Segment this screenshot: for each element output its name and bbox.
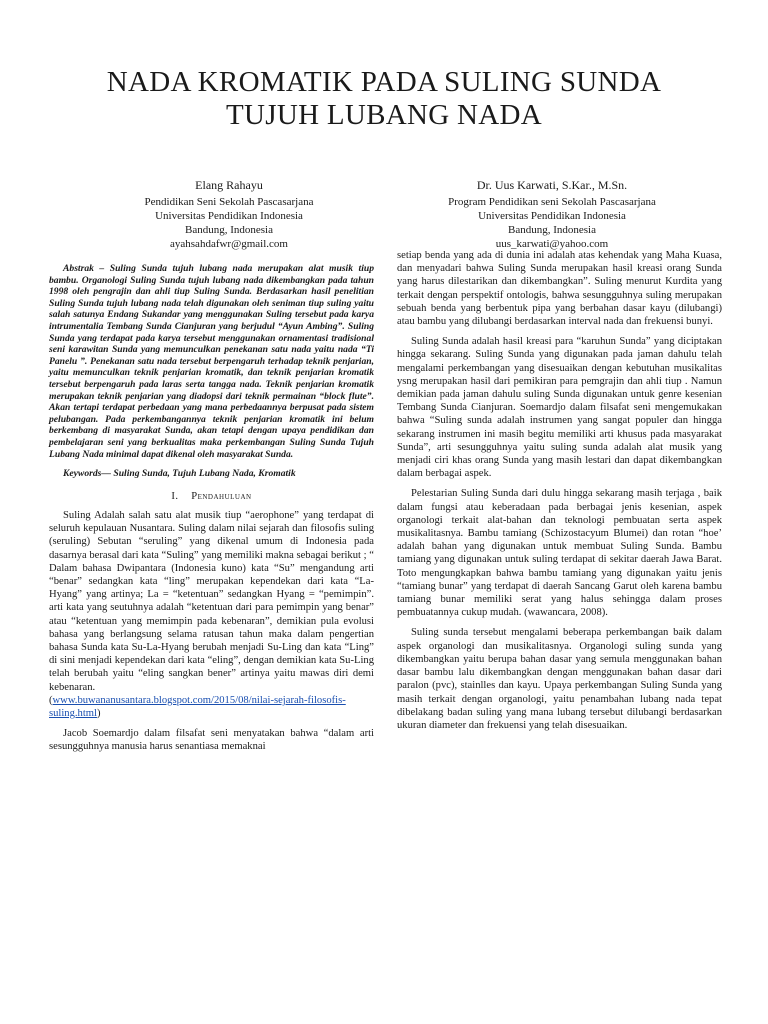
author-affiliation: Program Pendidikan seni Sekolah Pascasarjana [448, 196, 656, 208]
author-name: Dr. Uus Karwati, S.Kar., M.Sn. [476, 178, 628, 192]
right-column [397, 249, 722, 739]
keywords: Keywords— Suling Sunda, Tujuh Lubang Nada, Kromatik [63, 468, 296, 480]
section-title: Pendahuluan [191, 490, 252, 502]
link-open-paren: ( [49, 694, 53, 706]
author-email: uus_karwati@yahoo.com [495, 238, 609, 250]
title-line-1: NADA KROMATIK PADA SULING SUNDA [106, 66, 662, 98]
author-affiliation: Pendidikan Seni Sekolah Pascasarjana [144, 196, 314, 208]
body-paragraph: Suling sunda tersebut mengalami beberapa perkembangan baik dalam aspek organologi dan musikalitasnya. Organologi suling sunda yang dikembangkan yaitu berupa bahan dasar yang semula menggunakan bahan dasar bambu lalu dikembangkan dengan menggunakan bahan dasar dari paralon (pvc), stainlles dan kayu. Upaya perkembangan Suling Sunda yang masih terkait dengan organologi, yaitu penambahan lubang nada tepat dibelakang badan suling yang mana lubang tersebut dilubangi berdasarkan ukuran diameter dan frekuensi yang telah disesuaikan. [397, 627, 722, 731]
author-email: ayahsahdafwr@gmail.com [170, 238, 288, 250]
section-heading [49, 490, 374, 503]
author-block-1 [79, 178, 379, 251]
author-university: Universitas Pendidikan Indonesia [478, 210, 626, 222]
reference-link[interactable]: www.buwananusantara.blogspot.com/2015/08/nilai-sejarah-filosofis-suling.html [49, 694, 346, 719]
body-paragraph: Suling Sunda adalah hasil kreasi para “karuhun Sunda” yang diciptakan hingga sekarang. Suling Sunda yang digunakan pada jaman dahulu telah mengalami perkembangan yang disesuaikan dengan kebutuhan musikalitas ysng merupakan hasil dari pemikiran para pemgrajin dan ahli tiup . Namun demikian pada jaman dahulu suling Sunda digunakan untuk genre kesenian Tembang Sunda Cianjuran. Soemardjo dalam filsafat seni mengemukakan bahwa “Suling sunda adalah instrumen yang sangat populer dan hingga sekarang instrumen ini masih begitu memiliki arti khusus pada masyarakat Sunda”, arti sesungguhnya yaitu suling sunda adalah alat musik yang menjadi ciri khas orang Sunda yang masih lestari dan dapat dikembangkan dalam berbagai aspek. [397, 336, 722, 480]
abstract: Abstrak – Suling Sunda tujuh lubang nada merupakan alat musik tiup bambu. Organologi Suling Sunda tujuh lubang nada dikembangkan pada tahun 1998 oleh pengrajin dan ahli tiup Suling Sunda. Berdasarkan hasil penelitian Suling Sunda tujuh lubang nada telah digunakan oleh seniman tiup suling yaitu salah satunya Endang Sukandar yang menggunakan Suling tersebut pada karya intrumentalia Tembang Sunda Cianjuran yang berjudul “Ayun Ambing”. Suling Sunda yang terdapat pada karya tersebut menggunakan ornamentasi tradisional seni karawitan Sunda yang memunculkan penekanan satu nada yaitu nada “Ti Panelu ”. Penekanan satu nada tersebut berpengaruh terhadap teknik penjarian, yaitu memunculkan teknik penjarian kromatik, dan teknik penjarian kromatik tersebut berpengaruh pada laras serta tangga nada. Teknik penjarian kromatik merupakan teknik penjarian yang diadopsi dari teknik permainan “block flute”. Akan tertapi terdapat perbedaan yang mana perbedaannya berpusat pada sistem pelubangan. Pada perkembangannya teknik penjarian kromatik ini belum berkembang di masyarakat Sunda, akan tetapi dengan upaya pendidikan dan pembelajaran seni yang berkualitas maka perkembangan Suling Sunda Tujuh Lubang Nada minimal dapat dikenal oleh masyarakat Sunda. [49, 263, 374, 460]
paper-title [40, 66, 728, 132]
link-close-paren: ) [96, 707, 101, 719]
body-paragraph: Suling Adalah salah satu alat musik tiup “aerophone” yang terdapat di seluruh kepulauan Nusantara. Suling dalam nilai sejarah dan filosofis suling (seruling) Sebutan “seruling” yang dikenal umum di Indonesia pada dasarnya berasal dari kata “Suling” yang memiliki makna sebagai berikut ; “ Dalam bahasa Dwipantara (Indonesia kuno) kata “Su” mengandung arti “benar” sedangkan kata “ling” merupakan kependekan dari kata “La-Hyang” yang artinya; La = “ketentuan” sedangkan Hyang = “pemimpin”. arti kata yang seutuhnya adalah “ketentuan dari para pemimpin yang benar” atau “ketentuan yang memimpin pada kebenaran”, demikian pula evolusi bahasa yang berlangsung selama ratusan tahun maka dalam pengertian bahasa Sunda kata Su-La-Hyang berubah menjadi Su-Ling dan kata “Ling” di sini menjadi kependekan dari kata “eling”, dengan demikian kata Su-Ling telah berubah yaitu “eling sangkan bener” artinya yaitu mawas diri demi kebenaran. [49, 509, 374, 693]
author-block-2 [402, 178, 702, 251]
body-paragraph: Jacob Soemardjo dalam filsafat seni menyatakan bahwa “dalam arti sesungguhnya manusia harus senantiasa memaknai [49, 728, 374, 753]
body-paragraph: Pelestarian Suling Sunda dari dulu hingga sekarang masih terjaga , baik dalam fungsi atau keberadaan pada berbagai jenis kesenian, aspek organologi terkait alat-bahan dan teknologi pembuatan serta aspek musikalitasnya. Bambu tamiang (Schizostacyum Blumei) dan rotan “hoe’ adalah bahan yang digunakan untuk membuat Suling Sunda. Bambu tamiang yang digunakan untuk suling terdapat di sekitar daerah Jawa Barat. Toto mengungkapkan bahwa bambu tamiang yang digunakan yaitu jenis “tamiang bunar” yang terdapat di daerah Sancang Garut oleh karena bambu tamiang bunar memiliki serat yang halus sehingga dalam proses pembuatannya cukup mudah. (wawancara, 2008). [397, 488, 722, 619]
body-paragraph: setiap benda yang ada di dunia ini adalah atas kehendak yang Maha Kuasa, dan menyadari bahwa Suling Sunda merupakan hasil kreasi orang Sunda yang harus dilestarikan dan dikembangkan”. Suling menurut Kurdita yang terkait dengan perspektif ontologis, bahwa sesungguhnya suling merupakan sebuah benda yang berbentuk pipa yang berbahan dasar kayu (dilubangi) atau bambu yang dilubangi berdasarkan interval nada dan frekuensi bunyi. [397, 250, 722, 328]
left-column [49, 263, 374, 761]
author-name: Elang Rahayu [195, 178, 263, 192]
reference-link-paragraph [49, 694, 374, 720]
author-city: Bandung, Indonesia [185, 224, 273, 236]
author-university: Universitas Pendidikan Indonesia [155, 210, 303, 222]
author-city: Bandung, Indonesia [508, 224, 596, 236]
section-number: I. [171, 490, 179, 502]
title-line-2: TUJUH LUBANG NADA [225, 99, 543, 131]
